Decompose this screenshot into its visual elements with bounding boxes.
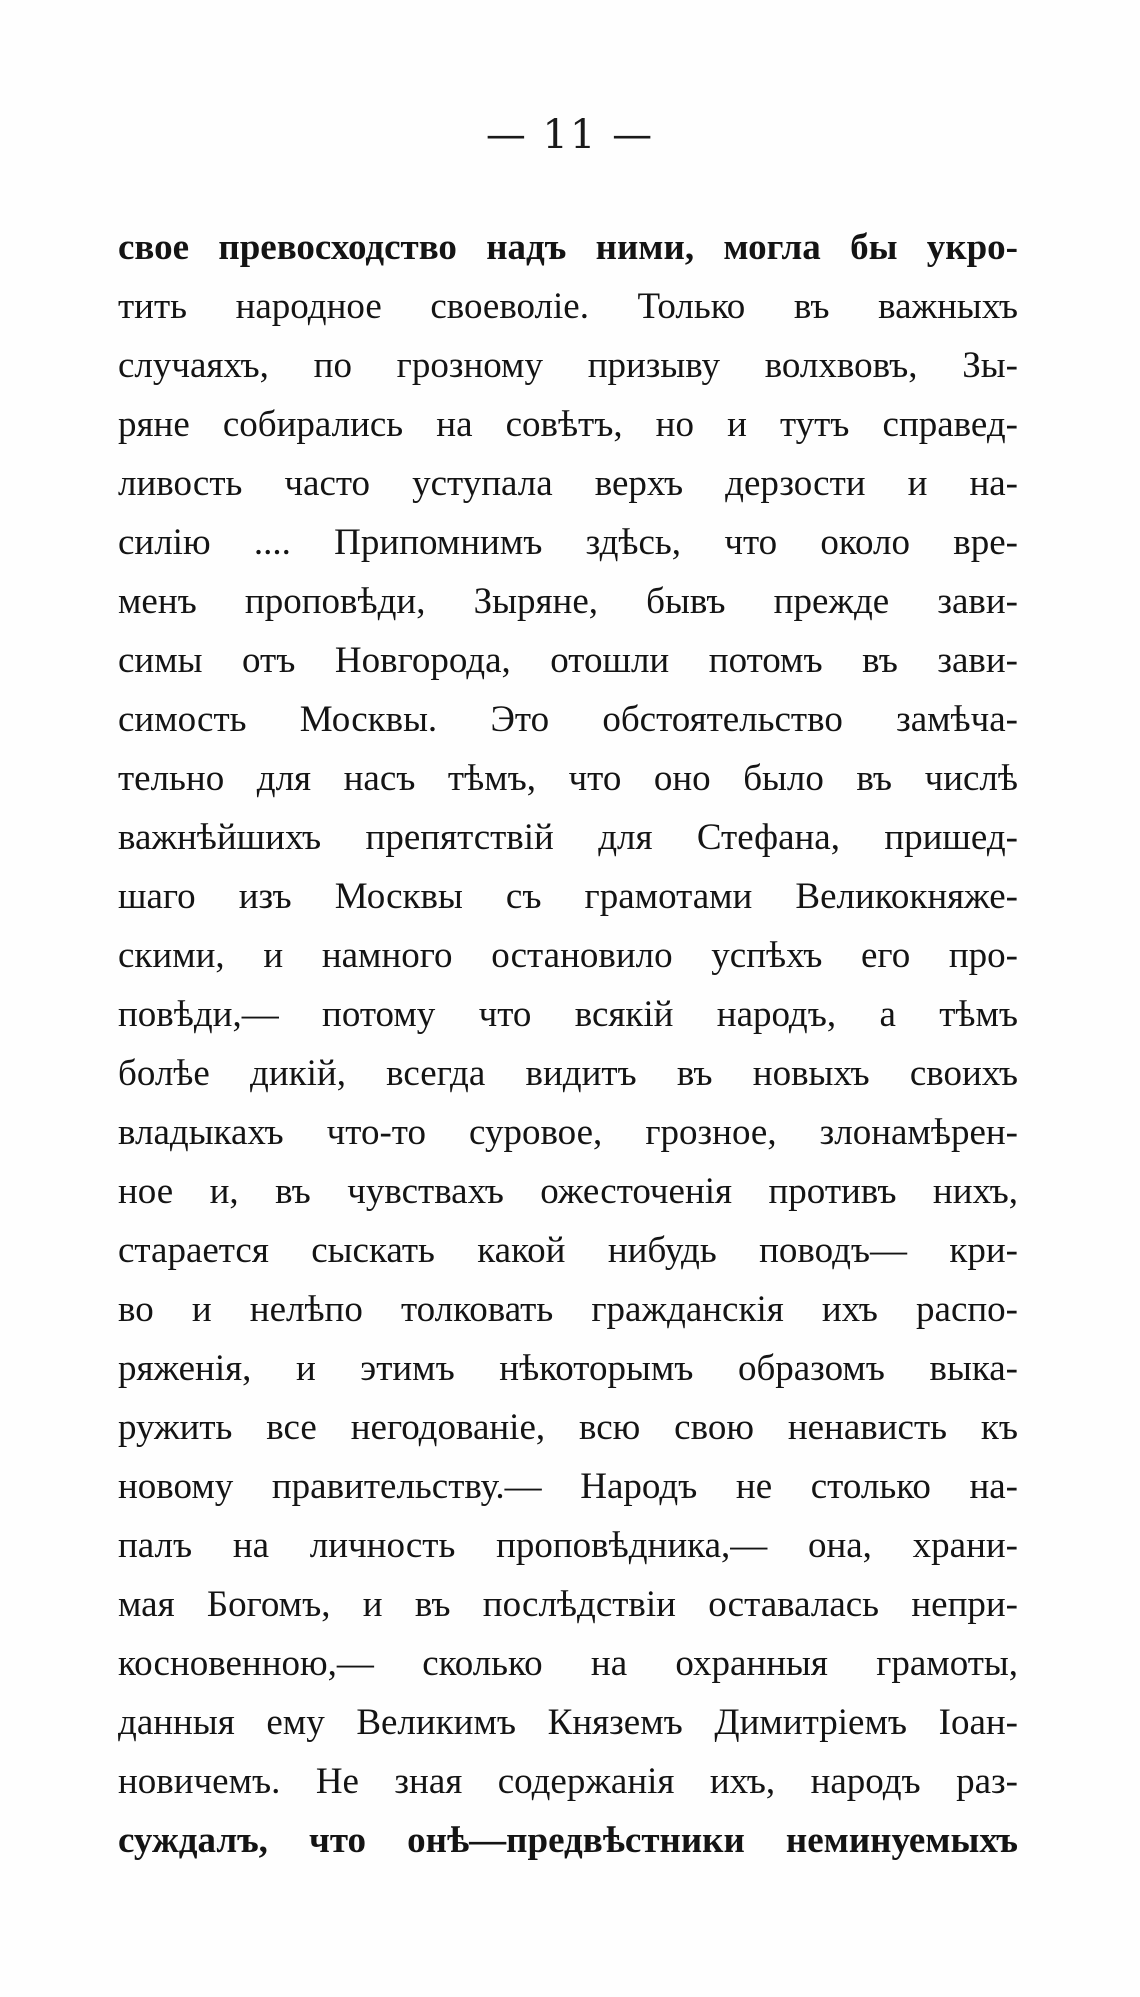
text-line: косновенною,— сколько на охранныя грамоты, (118, 1643, 1018, 1684)
text-line: владыкахъ что-то суровое, грозное, злонамѣрен- (118, 1112, 1018, 1153)
text-line: повѣди,— потому что всякій народъ, а тѣмъ (118, 994, 1018, 1035)
text-line: ряне собирались на совѣтъ, но и тутъ справед- (118, 404, 1018, 445)
text-line: данныя ему Великимъ Княземъ Димитріемъ Іоан- (118, 1702, 1018, 1743)
text-line: новому правительству.— Народъ не столько на- (118, 1466, 1018, 1507)
text-line: ливость часто уступала верхъ дерзости и на- (118, 463, 1018, 504)
text-line: важнѣйшихъ препятствій для Стефана, пришед- (118, 817, 1018, 858)
text-line: шаго изъ Москвы съ грамотами Великокняже- (118, 876, 1018, 917)
text-line: мая Богомъ, и въ послѣдствіи оставалась непри- (118, 1584, 1018, 1625)
text-line: болѣе дикій, всегда видитъ въ новыхъ своихъ (118, 1053, 1018, 1094)
text-line: скими, и намного остановило успѣхъ его про- (118, 935, 1018, 976)
text-line: суждалъ, что онѣ—предвѣстники неминуемыхъ (118, 1820, 1018, 1861)
body-text (118, 218, 1018, 1870)
text-line: старается сыскать какой нибудь поводъ— кри- (118, 1230, 1018, 1271)
text-line: силію .... Припомнимъ здѣсь, что около вре- (118, 522, 1018, 563)
text-line: ряженія, и этимъ нѣкоторымъ образомъ выка- (118, 1348, 1018, 1389)
text-line: во и нелѣпо толковать гражданскія ихъ распо- (118, 1289, 1018, 1330)
text-line: симость Москвы. Это обстоятельство замѣча- (118, 699, 1018, 740)
text-line: свое превосходство надъ ними, могла бы укро- (118, 227, 1018, 268)
text-line: симы отъ Новгорода, отошли потомъ въ зави- (118, 640, 1018, 681)
text-line: ное и, въ чувствахъ ожесточенія противъ нихъ, (118, 1171, 1018, 1212)
text-line: ружить все негодованіе, всю свою ненависть къ (118, 1407, 1018, 1448)
text-line: тельно для насъ тѣмъ, что оно было въ числѣ (118, 758, 1018, 799)
text-line: менъ проповѣди, Зыряне, бывъ прежде зави- (118, 581, 1018, 622)
page-number: — 11 — (485, 112, 655, 158)
text-line: тить народное своеволіе. Только въ важныхъ (118, 286, 1018, 327)
text-line: случаяхъ, по грозному призыву волхвовъ, Зы- (118, 345, 1018, 386)
text-line: палъ на личность проповѣдника,— она, храни- (118, 1525, 1018, 1566)
text-line: новичемъ. Не зная содержанія ихъ, народъ раз- (118, 1761, 1018, 1802)
